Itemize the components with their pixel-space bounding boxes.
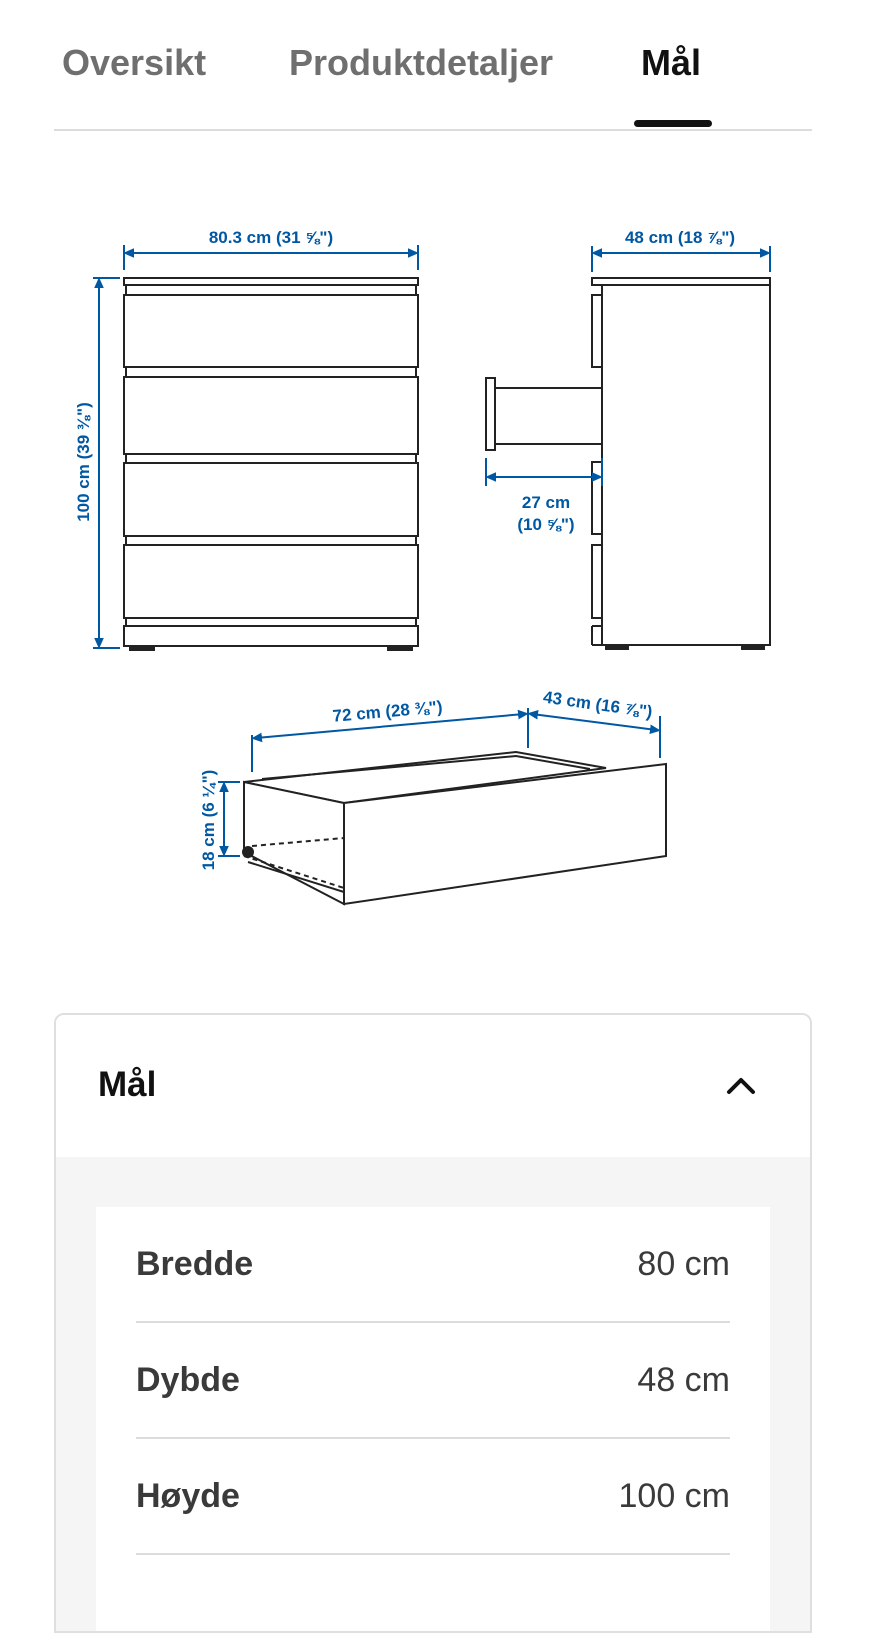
dimension-drawing [0,150,872,970]
active-tab-indicator [634,120,712,127]
drawer-width-label: 72 cm (28 ⅜") [331,697,444,726]
accordion-header[interactable] [56,1015,810,1157]
spec-value: 100 cm [618,1477,730,1515]
drawer-view [243,752,666,904]
tab-produktdetaljer[interactable]: Produktdetaljer [289,42,554,83]
dimensions-accordion [54,1013,812,1633]
dimension-illustration [0,150,872,970]
drawer-depth-label: 43 cm (16 ⅞") [541,687,654,722]
spec-row-hoyde [136,1439,730,1555]
spec-label: Bredde [136,1245,254,1283]
drawer-height-dimension [218,782,240,856]
spec-label: Høyde [136,1477,240,1515]
tab-maal[interactable]: Mål [641,42,702,83]
front-width-dimension [124,245,418,270]
chevron-up-icon[interactable] [724,1069,758,1103]
tab-bar [0,0,872,132]
spec-card [96,1207,770,1633]
accordion-title: Mål [98,1065,157,1104]
spec-row-dybde [136,1323,730,1439]
front-height-label: 100 cm (39 ⅜") [74,402,93,522]
spec-value: 80 cm [637,1245,730,1283]
drawer-height-label: 18 cm (6 ¼") [199,769,218,871]
drawer-depth-dimension [532,714,660,758]
drawer-extension-label-1: 27 cm [521,493,571,512]
tab-oversikt[interactable]: Oversikt [62,42,207,83]
drawer-extension-label-2: (10 ⅝") [517,515,575,534]
tabs-divider [54,129,812,131]
side-depth-label: 48 cm (18 ⅞") [624,228,736,247]
spec-value: 48 cm [637,1361,730,1399]
front-view [124,278,418,650]
row-divider [136,1553,730,1555]
spec-label: Dybde [136,1361,240,1399]
front-width-label: 80.3 cm (31 ⅝") [208,228,334,247]
drawer-extension-dimension [486,458,602,486]
front-height-dimension [93,278,120,648]
side-depth-dimension [592,246,770,272]
side-view [486,278,770,649]
spec-row-bredde [136,1207,730,1323]
